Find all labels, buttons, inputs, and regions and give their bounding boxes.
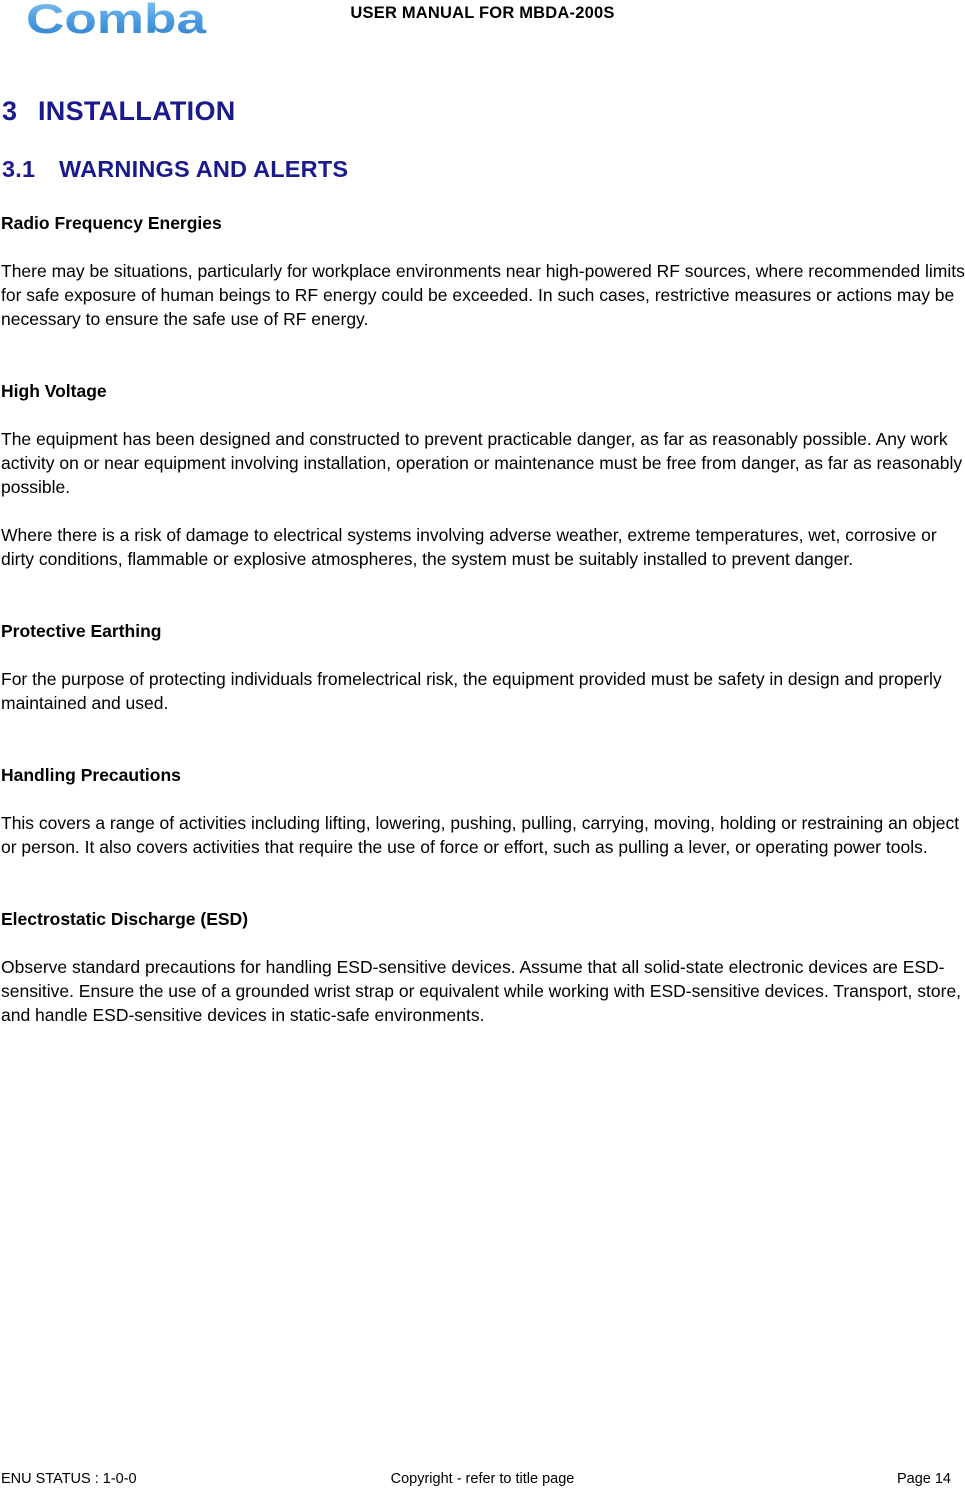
footer-page-number: Page 14: [896, 1471, 951, 1487]
footer-copyright: Copyright - refer to title page: [390, 1471, 575, 1487]
warning-block-rf: [1, 211, 965, 331]
subsection-heading: [2, 156, 348, 183]
block-paragraph: This covers a range of activities including lifting, lowering, pushing, pulling, carrying, moving, holding or restraining an object or person. It also covers activities that require the use of force or effort, such as pulling a lever, or operating power tools.: [1, 813, 960, 857]
block-paragraph: Observe standard precautions for handling ESD-sensitive devices. Assume that all solid-state electronic devices are ESD-sensitive. Ensure the use of a grounded wrist strap or equivalent while working with ESD-sensitive devices. Transport, store, and handle ESD-sensitive devices in static-safe environments.: [1, 957, 962, 1025]
page-content: [1, 211, 965, 1027]
section-title: INSTALLATION: [38, 96, 236, 126]
block-paragraph: For the purpose of protecting individuals fromelectrical risk, the equipment provided must be safety in design and properly maintained and used.: [1, 669, 942, 713]
block-title: Radio Frequency Energies: [1, 213, 222, 233]
block-paragraph: Where there is a risk of damage to electrical systems involving adverse weather, extreme temperatures, wet, corrosive or dirty conditions, flammable or explosive atmospheres, the system must be suitably installed to prevent danger.: [1, 525, 937, 569]
subsection-title: WARNINGS AND ALERTS: [59, 156, 349, 182]
block-title: Handling Precautions: [1, 765, 181, 785]
block-paragraph: There may be situations, particularly for workplace environments near high-powered RF sources, where recommended limits for safe exposure of human beings to RF energy could be exceeded. In such cases, restrictive measures or actions may be necessary to ensure the safe use of RF energy.: [1, 261, 965, 329]
section-number: 3: [2, 96, 18, 126]
warning-block-high-voltage: [1, 379, 965, 571]
logo-text: Comba: [26, 0, 207, 40]
block-paragraph: The equipment has been designed and constructed to prevent practicable danger, as far as reasonably possible. Any work activity on or near equipment involving installation, operation or maintenance must be free from danger, as far as reasonably possible.: [1, 429, 963, 497]
page-footer: [0, 1471, 965, 1491]
block-title: High Voltage: [1, 381, 107, 401]
header-title: USER MANUAL FOR MBDA-200S: [350, 4, 615, 22]
section-heading: [2, 96, 236, 127]
block-title: Protective Earthing: [1, 621, 162, 641]
warning-block-earthing: [1, 619, 965, 715]
warning-block-esd: [1, 907, 965, 1027]
warning-block-handling: [1, 763, 965, 859]
block-title: Electrostatic Discharge (ESD): [1, 909, 249, 929]
subsection-number: 3.1: [2, 156, 36, 182]
footer-status: ENU STATUS : 1-0-0: [1, 1471, 137, 1487]
